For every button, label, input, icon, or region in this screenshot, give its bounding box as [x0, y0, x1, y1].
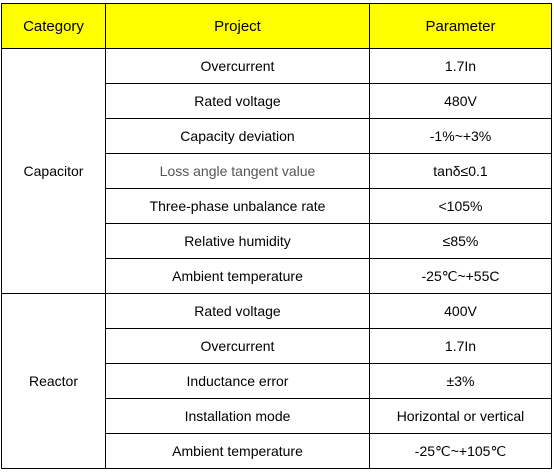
header-project: Project: [106, 4, 370, 49]
header-row: [2, 4, 552, 49]
parameter-cell: 1.7In: [370, 329, 552, 364]
parameter-cell: 400V: [370, 294, 552, 329]
project-cell: Ambient temperature: [106, 434, 370, 469]
table-row: [2, 294, 552, 329]
parameter-cell: <105%: [370, 189, 552, 224]
category-cell-reactor: Reactor: [2, 294, 106, 469]
project-cell: Inductance error: [106, 364, 370, 399]
category-cell-capacitor: Capacitor: [2, 49, 106, 294]
project-cell: Loss angle tangent value: [106, 154, 370, 189]
parameter-cell: -25℃~+105℃: [370, 434, 552, 469]
parameter-cell: 480V: [370, 84, 552, 119]
parameter-cell: -1%~+3%: [370, 119, 552, 154]
project-cell: Three-phase unbalance rate: [106, 189, 370, 224]
parameter-cell: Horizontal or vertical: [370, 399, 552, 434]
header-parameter: Parameter: [370, 4, 552, 49]
project-cell: Overcurrent: [106, 329, 370, 364]
project-cell: Ambient temperature: [106, 259, 370, 294]
parameter-cell: 1.7In: [370, 49, 552, 84]
spec-table: [1, 3, 552, 469]
project-cell: Relative humidity: [106, 224, 370, 259]
project-cell: Installation mode: [106, 399, 370, 434]
header-category: Category: [2, 4, 106, 49]
parameter-cell: ≤85%: [370, 224, 552, 259]
table-row: [2, 49, 552, 84]
parameter-cell: tanδ≤0.1: [370, 154, 552, 189]
parameter-cell: ±3%: [370, 364, 552, 399]
parameter-cell: -25℃~+55C: [370, 259, 552, 294]
project-cell: Capacity deviation: [106, 119, 370, 154]
project-cell: Rated voltage: [106, 294, 370, 329]
project-cell: Overcurrent: [106, 49, 370, 84]
project-cell: Rated voltage: [106, 84, 370, 119]
